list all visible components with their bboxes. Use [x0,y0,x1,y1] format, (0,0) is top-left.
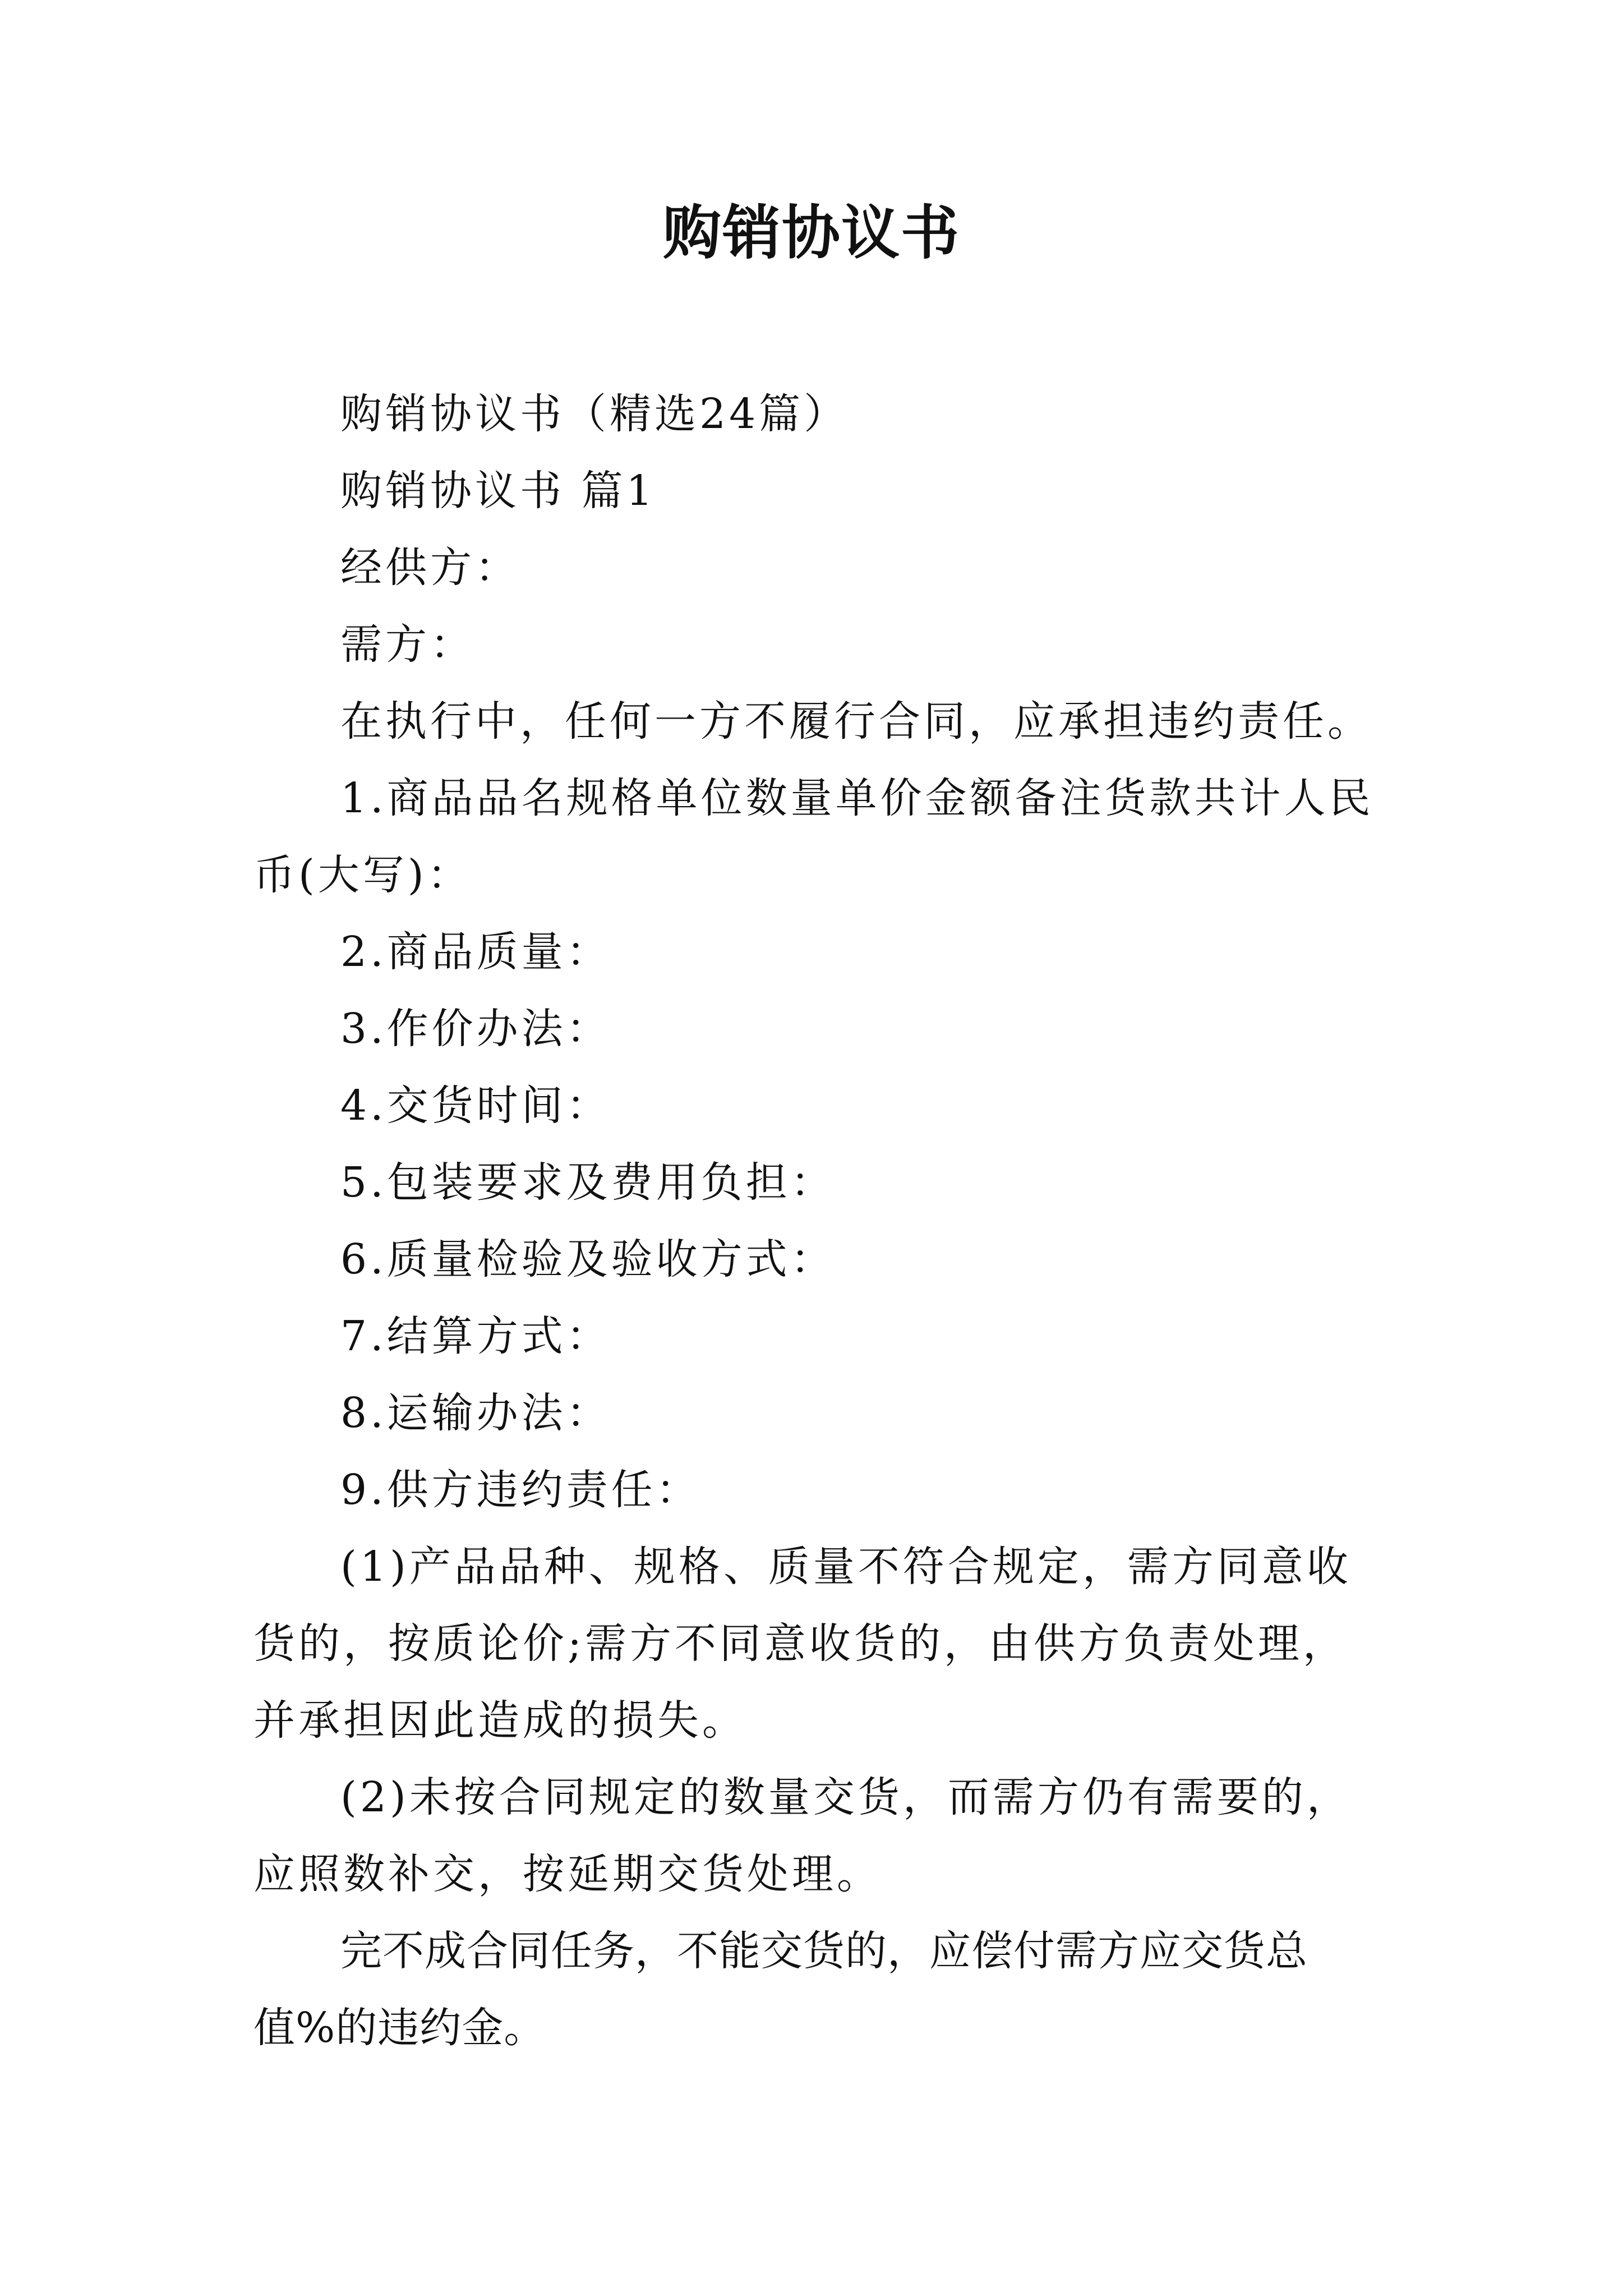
paragraph-item-1: 1.商品品名规格单位数量单价金额备注货款共计人民币(大写)： [253,774,1374,899]
paragraph-item-7: 7.结算方式： [340,1312,611,1360]
paragraph-clause-2: (2)未按合同规定的数量交货，而需方仍有需要的，应照数补交，按延期交货处理。 [253,1773,1352,1898]
document-body [253,376,1385,2067]
paragraph-item-4: 4.交货时间： [340,1082,611,1130]
paragraph-buyer: 需方： [340,620,475,669]
paragraph-clause-1: (1)产品品种、规格、质量不符合规定，需方同意收货的，按质论价;需方不同意收货的，由供方负责处理，并承担因此造成的损失。 [253,1543,1352,1745]
document-title: 购销协议书 [662,199,960,267]
paragraph-subtitle: 购销协议书（精选24篇） [340,390,849,438]
paragraph-supplier: 经供方： [340,544,520,592]
paragraph-item-9: 9.供方违约责任： [340,1466,701,1514]
paragraph-penalty: 完不成合同任务，不能交货的，应偿付需方应交货总值%的违约金。 [253,1927,1308,2052]
paragraph-item-6: 6.质量检验及验收方式： [340,1235,836,1283]
paragraph-liability-intro: 在执行中，任何一方不履行合同，应承担违约责任。 [340,697,1372,746]
paragraph-item-2: 2.商品质量： [340,928,611,976]
paragraph-item-3: 3.作价办法： [340,1005,611,1053]
paragraph-item-5: 5.包装要求及费用负担： [340,1158,836,1207]
paragraph-item-8: 8.运输办法： [340,1389,611,1437]
paragraph-section-heading: 购销协议书 篇1 [340,467,656,515]
